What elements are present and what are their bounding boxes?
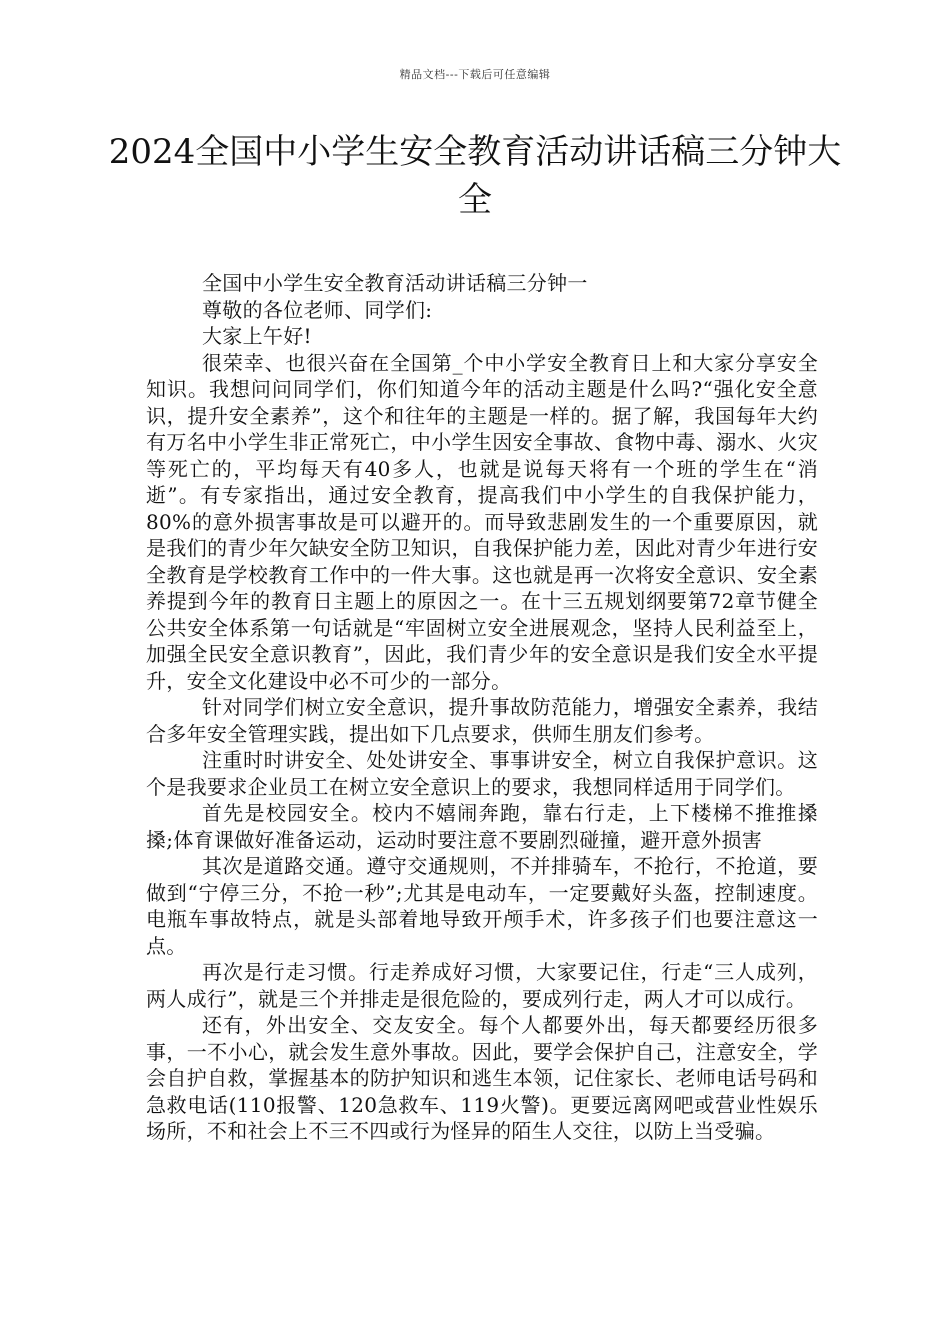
- paragraph-road-traffic: 其次是道路交通。遵守交通规则，不并排骑车，不抢行，不抢道，要做到“宁停三分，不抢一秒”;尤其是电动车，一定要戴好头盔，控制速度。电瓶车事故特点，就是头部着地导致开颅手术，许多孩子们也要注意这一点。: [146, 854, 818, 958]
- paragraph-campus-safety: 首先是校园安全。校内不嬉闹奔跑，靠右行走，上下楼梯不推推搡搡;体育课做好准备运动，运动时要注意不要剧烈碰撞，避开意外损害: [146, 801, 818, 852]
- document-body: [146, 270, 818, 1145]
- header-note: 精品文档---下载后可任意编辑: [399, 68, 551, 81]
- paragraph-intro: 很荣幸、也很兴奋在全国第_个中小学安全教育日上和大家分享安全知识。我想问问同学们，你们知道今年的活动主题是什么吗?“强化安全意识，提升安全素养”，这个和往年的主题是一样的。据了解，我国每年大约有万名中小学生非正常死亡，中小学生因安全事故、食物中毒、溺水、火灾等死亡的，平均每天有40多人，也就是说每天将有一个班的学生在“消逝”。有专家指出，通过安全教育，提高我们中小学生的自我保护能力，80%的意外损害事故是可以避开的。而导致悲剧发生的一个重要原因，就是我们的青少年欠缺安全防卫知识，自我保护能力差，因此对青少年进行安全教育是学校教育工作中的一件大事。这也就是再一次将安全意识、安全素养提到今年的教育日主题上的原因之一。在十三五规划纲要第72章节健全公共安全体系第一句话就是“牢固树立安全进展观念，坚持人民利益至上，加强全民安全意识教育”，因此，我们青少年的安全意识是我们安全水平提升，安全文化建设中必不可少的一部分。: [146, 350, 818, 693]
- paragraph-walking-habits: 再次是行走习惯。行走养成好习惯，大家要记住，行走“三人成列，两人成行”，就是三个并排走是很危险的，要成列行走，两人才可以成行。: [146, 960, 818, 1011]
- paragraph-subtitle: 全国中小学生安全教育活动讲话稿三分钟一: [202, 271, 588, 295]
- paragraph-greeting: 大家上午好!: [202, 324, 312, 348]
- paragraph-outing-safety: 还有，外出安全、交友安全。每个人都要外出，每天都要经历很多事，一不小心，就会发生意外事故。因此，要学会保护自己，注意安全，学会自护自救，掌握基本的防护知识和逃生本领，记住家长、老师电话号码和急救电话(110报警、120急救车、119火警)。更要远离网吧或营业性娱乐场所，不和社会上不三不四或行为怪异的陌生人交往，以防上当受骗。: [146, 1013, 818, 1143]
- paragraph-awareness: 注重时时讲安全、处处讲安全、事事讲安全，树立自我保护意识。这个是我要求企业员工在树立安全意识上的要求，我想同样适用于同学们。: [146, 748, 818, 799]
- document-title: 2024全国中小学生安全教育活动讲话稿三分钟大全: [108, 132, 842, 220]
- paragraph-requirements: 针对同学们树立安全意识，提升事故防范能力，增强安全素养，我结合多年安全管理实践，提出如下几点要求，供师生朋友们参考。: [146, 695, 818, 746]
- paragraph-salutation: 尊敬的各位老师、同学们:: [202, 297, 433, 322]
